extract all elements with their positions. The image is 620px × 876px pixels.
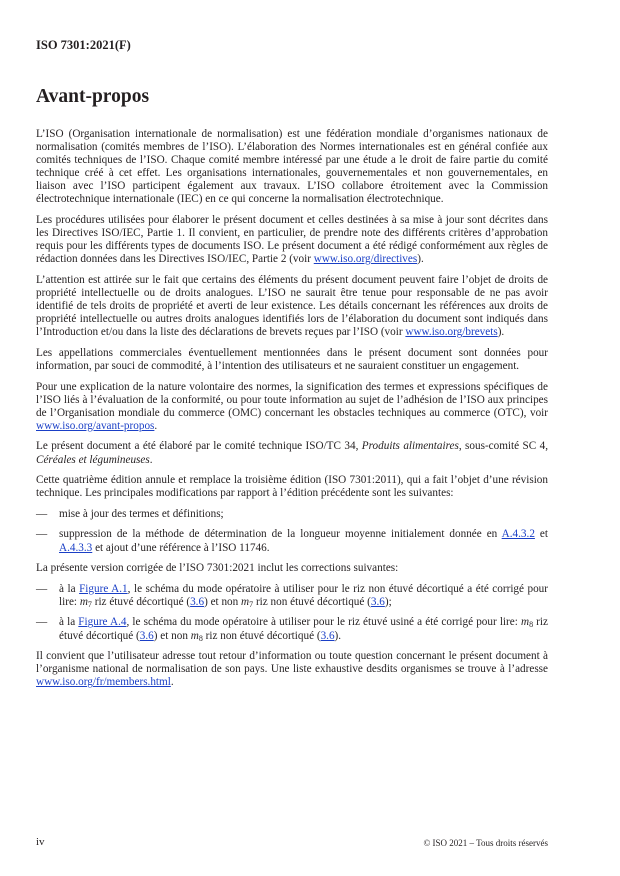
text-run: . (154, 419, 158, 432)
text-run: à la (59, 582, 80, 595)
paragraph (36, 440, 548, 466)
paragraph (36, 381, 548, 433)
text-run: à la (59, 616, 79, 629)
reference-link[interactable]: 3.6 (190, 595, 205, 608)
text-run: L’attention est attirée sur le fait que certains des éléments du présent document peuvent faire l’objet de droits de propriété intellectuelle ou de droits analogues. L’ISO ne saurait être tenue pour responsable de ne pas avoir identifié de tels droits de propriété et averti de leur existence. Les détails concernant les références aux droits de propriété intellectuelle ou autres droits analogues identifiés lors de l’élaboration du document sont indiqués dans l’Introduction et/ou dans la liste des déclarations de brevets reçues par l’ISO (voir (36, 273, 548, 339)
reference-link[interactable]: 3.6 (370, 595, 385, 608)
reference-link[interactable]: Figure A.1 (79, 582, 128, 595)
italic-text: m (520, 616, 530, 629)
text-run: Les procédures utilisées pour élaborer le présent document et celles destinées à sa mise à jour sont décrites dans les Directives ISO/IEC, Partie 1. Il convient, en particulier, de prendre note des différents critères d’approbation requis pour les différents types de documents ISO. Le présent document a été rédigé conformément aux règles de rédaction données dans les Directives ISO/IEC, Partie 2 (voir (36, 214, 548, 266)
text-run: ). (497, 326, 505, 339)
text-run: , le schéma du mode opératoire à utiliser pour le riz étuvé usiné a été corrigé pour lire: (126, 616, 521, 629)
text-run: Cette quatrième édition annule et remplace la troisième édition (ISO 7301:2011), qui a fait l’objet d’une révision technique. Les principales modifications par rapport à l’édition précédente sont les suivantes: (36, 474, 548, 500)
text-run: . (170, 676, 174, 689)
list-item (36, 508, 548, 521)
text-run: Pour une explication de la nature volontaire des normes, la signification des termes et expressions spécifiques de l’ISO liés à l’évaluation de la conformité, ou pour toute information au sujet de l’adhésion de l’ISO aux principes de l’Organisation mondiale du commerce (OMC) concernant les obstacles techniques au commerce (OTC), voir (36, 380, 548, 419)
text-run: ) et non (204, 595, 242, 608)
list-item-text (59, 528, 548, 554)
subscript: 7 (249, 599, 254, 609)
text-run: , le schéma du mode opératoire à utiliser pour le riz non étuvé décortiqué a été corrigé pour lire: (59, 582, 549, 608)
reference-link[interactable]: www.iso.org/directives (313, 253, 418, 266)
italic-text: Céréales et légumineuses (36, 453, 150, 466)
list-item-text (59, 583, 548, 609)
text-run: ); (384, 595, 392, 608)
paragraph (36, 562, 548, 575)
subscript: 7 (87, 599, 92, 609)
list-dash: — (36, 528, 48, 541)
list-item-text (59, 616, 548, 642)
paragraph (36, 274, 548, 339)
paragraph (36, 347, 548, 373)
text-run: et (534, 528, 548, 541)
text-run: . (149, 453, 153, 466)
text-run: riz non étuvé décortiqué ( (202, 629, 321, 642)
subscript: 8 (529, 620, 534, 630)
paragraph (36, 214, 548, 266)
reference-link[interactable]: 3.6 (139, 629, 154, 642)
list-dash: — (36, 616, 48, 629)
text-run: suppression de la méthode de détermination de la longueur moyenne initialement donnée en (59, 528, 502, 541)
list-dash: — (36, 582, 48, 595)
paragraph (36, 128, 548, 207)
text-run: ) et non (153, 629, 191, 642)
text-run: riz étuvé décortiqué ( (91, 595, 191, 608)
list-item (36, 528, 548, 554)
reference-link[interactable]: www.iso.org/fr/members.html (36, 676, 171, 689)
text-run: Il convient que l’utilisateur adresse tout retour d’information ou toute question concernant le présent document à l’organisme national de normalisation de son pays. Une liste exhaustive desdits organismes se trouve à l’adresse (36, 650, 548, 676)
copyright-notice: © ISO 2021 – Tous droits réservés (423, 838, 548, 848)
text-run: ). (334, 629, 342, 642)
text-run: et ajout d’une référence à l’ISO 11746. (92, 541, 270, 554)
foreword-body (36, 128, 548, 697)
list-item (36, 583, 548, 609)
text-run: , sous-comité SC 4, (458, 440, 549, 453)
reference-link[interactable]: www.iso.org/avant-propos (36, 419, 155, 432)
text-run: mise à jour des termes et définitions; (59, 507, 224, 520)
list-item (36, 616, 548, 642)
list-dash: — (36, 507, 48, 520)
reference-link[interactable]: A.4.3.3 (59, 541, 93, 554)
list-item-text (59, 508, 548, 521)
reference-link[interactable]: 3.6 (320, 629, 335, 642)
page-number: iv (36, 836, 45, 848)
document-id-header: ISO 7301:2021(F) (36, 38, 131, 52)
text-run: Le présent document a été élaboré par le comité technique ISO/TC 34, (36, 440, 362, 453)
text-run: Les appellations commerciales éventuellement mentionnées dans le présent document sont données pour information, par souci de commodité, à l’intention des utilisateurs et ne sauraient constituer un engagement. (36, 346, 548, 372)
reference-link[interactable]: www.iso.org/brevets (405, 326, 498, 339)
italic-text: m (79, 595, 88, 608)
paragraph (36, 474, 548, 500)
paragraph (36, 650, 548, 689)
reference-link[interactable]: Figure A.4 (78, 616, 127, 629)
reference-link[interactable]: A.4.3.2 (501, 528, 535, 541)
text-run: riz non étuvé décortiqué ( (253, 595, 371, 608)
page-title: Avant-propos (36, 86, 150, 107)
text-run: ). (417, 253, 424, 266)
text-run: L’ISO (Organisation internationale de normalisation) est une fédération mondiale d’organismes nationaux de normalisation (comités membres de l’ISO). L’élaboration des Normes internationales est en général confiée aux comités techniques de l’ISO. Chaque comité membre intéressé par une étude a le droit de faire partie du comité technique créé à cet effet. Les organisations internationales, gouvernementales et non gouvernementales, en liaison avec l’ISO participent également aux travaux. L’ISO collabore étroitement avec la Commission électrotechnique internationale (IEC) en ce qui concerne la normalisation électrotechnique. (36, 128, 548, 206)
text-run: riz étuvé décortiqué ( (59, 616, 548, 642)
subscript: 8 (198, 633, 203, 643)
italic-text: m (190, 629, 199, 642)
italic-text: m (241, 595, 250, 608)
text-run: La présente version corrigée de l’ISO 7301:2021 inclut les corrections suivantes: (36, 562, 399, 575)
italic-text: Produits alimentaires (361, 440, 459, 453)
